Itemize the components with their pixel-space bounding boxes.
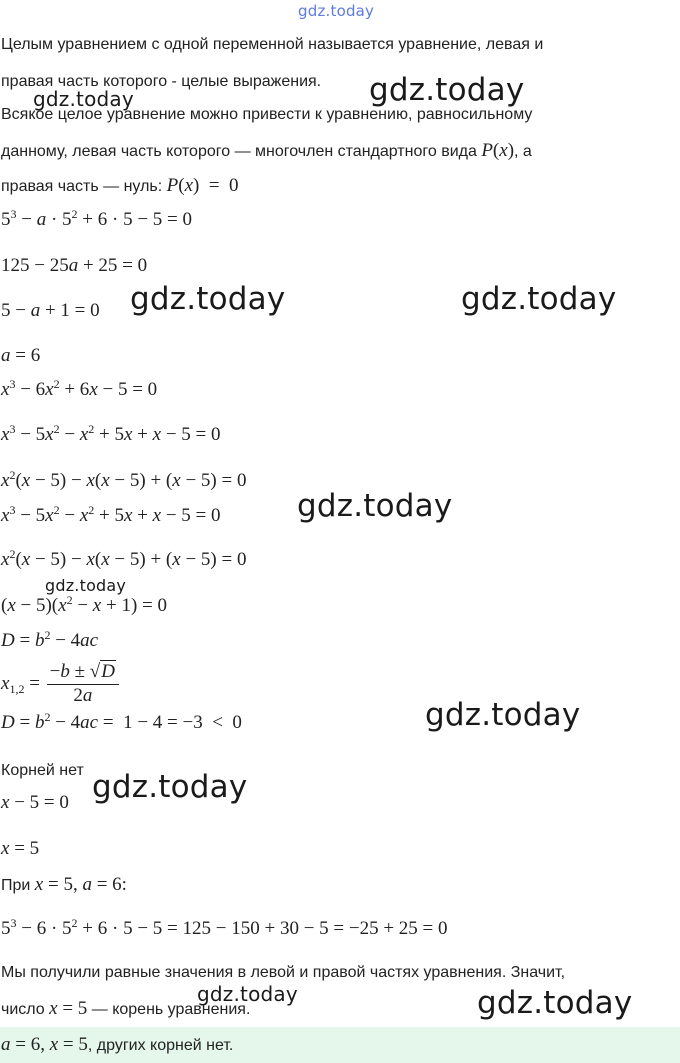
watermark: gdz.today (197, 982, 298, 1006)
watermark: gdz.today (369, 72, 525, 108)
conclusion-math: x = 5 (49, 998, 88, 1019)
equation-grouped-2: $x^2(x - 5) - x(x - 5) + (x - 5) = 0$ (1, 547, 247, 570)
roots-fraction: $\frac{-b \pm √D}{2a}$ (47, 660, 119, 707)
polynomial-equals-zero: P(x) = 0 (166, 175, 239, 196)
answer-math: a = 6, x = 5 (1, 1034, 88, 1055)
watermark-top: gdz.today (298, 2, 375, 20)
equation-linear: x − 5 = 0 (1, 792, 69, 813)
equation-factored: $(x - 5)(x^2 - x + 1) = 0$ (1, 593, 167, 616)
watermark: gdz.today (45, 576, 127, 595)
check-equation: $5^3 - 6 \cdot 5^2 + 6 \cdot 5 - 5 = 125 - 150 + 30 - 5 = -25 + 25 = 0$ (1, 916, 448, 939)
definition-line-2: правая часть которого - целые выражения. (1, 73, 322, 90)
equation-2: 125 − 25a + 25 = 0 (1, 255, 148, 276)
equation-root: x = 5 (1, 838, 40, 859)
equation-a-value: a = 6 (1, 345, 41, 366)
theorem-line-2-tail: , а (514, 143, 532, 160)
conclusion-pre: число (1, 1001, 50, 1018)
discriminant-formula: $D = b^2 - 4ac$ (1, 628, 99, 651)
answer-line (1, 1035, 233, 1056)
equation-3: 5 − a + 1 = 0 (1, 300, 100, 321)
theorem-line-1: Всякое целое уравнение можно привести к уравнению, равносильному (1, 106, 533, 123)
answer-text: , других корней нет. (87, 1037, 234, 1054)
theorem-line-3-text: правая часть — нуль: (1, 178, 167, 195)
roots-formula: $x_{1,2}$ = $\frac{-b \pm √D}{2a}$ (1, 660, 121, 707)
watermark: gdz.today (33, 87, 134, 111)
check-line (1, 875, 127, 896)
conclusion-post: — корень уравнения. (87, 1001, 251, 1018)
polynomial-notation: P(x) (481, 140, 515, 161)
check-label: При (1, 877, 31, 894)
theorem-line-2-text: данному, левая часть которого — многочлен стандартного вида (1, 143, 482, 160)
watermark: gdz.today (92, 769, 248, 805)
watermark: gdz.today (425, 697, 581, 733)
watermark: gdz.today (130, 281, 286, 317)
watermark: gdz.today (477, 985, 633, 1021)
theorem-line-2 (1, 141, 532, 162)
equation-expanded-2: $x^3 - 5x^2 - x^2 + 5x + x - 5 = 0$ (1, 503, 221, 526)
answer-box (0, 1027, 680, 1063)
equation-grouped-1: $x^2(x - 5) - x(x - 5) + (x - 5) = 0$ (1, 468, 247, 491)
equation-expanded-1: $x^3 - 5x^2 - x^2 + 5x + x - 5 = 0$ (1, 422, 221, 445)
no-roots-text: Корней нет (1, 762, 84, 779)
theorem-line-3 (1, 176, 239, 197)
watermark: gdz.today (461, 281, 617, 317)
conclusion-line-1: Мы получили равные значения в левой и правой частях уравнения. Значит, (1, 964, 566, 981)
check-values: x = 5, a = 6: (34, 874, 127, 895)
definition-line-1: Целым уравнением с одной переменной называется уравнение, левая и (1, 36, 544, 53)
equation-cubic: $x^3 - 6x^2 + 6x - 5 = 0$ (1, 377, 158, 400)
discriminant-value: $D = b^2 - 4ac = 1 - 4 = -3 < 0$ (1, 710, 242, 733)
watermark: gdz.today (297, 488, 453, 524)
equation-1: $5^3 - a \cdot 5^2 + 6 \cdot 5 - 5 = 0$ (1, 207, 193, 230)
